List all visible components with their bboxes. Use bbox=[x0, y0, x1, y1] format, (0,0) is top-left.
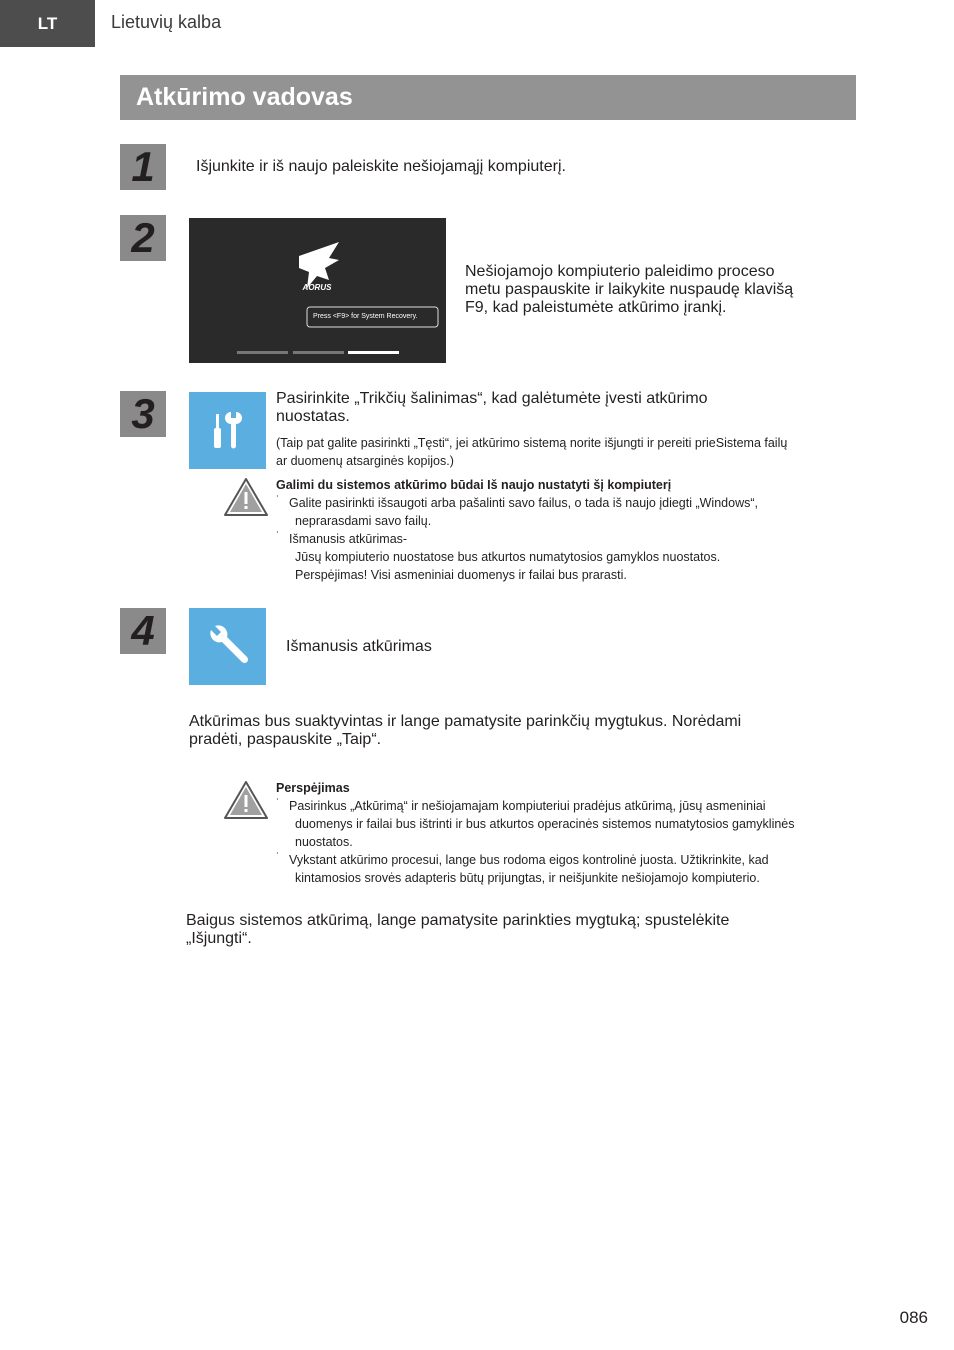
page-title: Atkūrimo vadovas bbox=[136, 83, 353, 111]
step-3-note: (Taip pat galite pasirinkti „Tęsti“, jei atkūrimo sistemą norite išjungti ir pereiti prieSistema failų ar duomenų atsarginės kopijos.) bbox=[276, 436, 788, 468]
step-1-number: 1 bbox=[120, 144, 166, 190]
step-1-text: Išjunkite ir iš naujo paleiskite nešiojamąjį kompiuterį. bbox=[196, 158, 566, 175]
step-4-number: 4 bbox=[120, 608, 166, 654]
warning-1-icon bbox=[223, 477, 269, 522]
aorus-logo-icon bbox=[189, 218, 446, 363]
troubleshoot-tools-icon bbox=[189, 392, 266, 469]
list-item: ˙ Galite pasirinkti išsaugoti arba pašalinti savo failus, o tada iš naujo įdiegti „Windows“, neprarasdami savo failų. bbox=[276, 493, 758, 528]
language-name: Lietuvių kalba bbox=[111, 12, 222, 32]
title-bar bbox=[120, 75, 856, 120]
step-2-number: 2 bbox=[120, 215, 166, 261]
page-number: 086 bbox=[899, 1308, 928, 1327]
step-4-label: Išmanusis atkūrimas bbox=[286, 638, 432, 655]
warning-2-heading: Perspėjimas bbox=[276, 781, 350, 795]
warning-2-icon bbox=[223, 780, 269, 825]
step-3-number: 3 bbox=[120, 391, 166, 437]
paragraph-finish: Baigus sistemos atkūrimą, lange pamatysite parinkties mygtuką; spustelėkite „Išjungti“. bbox=[186, 912, 730, 947]
warning-2-text bbox=[276, 779, 856, 887]
svg-text:AORUS: AORUS bbox=[302, 283, 332, 292]
language-badge: LT bbox=[0, 0, 95, 47]
smart-recovery-tile bbox=[189, 608, 266, 685]
boot-prompt: Press <F9> for System Recovery. bbox=[313, 313, 418, 320]
list-item: ˙ Vykstant atkūrimo procesui, lange bus rodoma eigos kontrolinė juosta. Užtikrinkite, kad kintamosios srovės adapteris būtų prijungtas, ir neišjunkite nešiojamojo kompiuterio. bbox=[276, 850, 769, 885]
step-2-text: Nešiojamojo kompiuterio paleidimo proceso metu paspauskite ir laikykite nuspaudę klavišą F9, kad paleistumėte atkūrimo įrankį. bbox=[465, 263, 794, 316]
boot-screen-image bbox=[189, 218, 446, 363]
wrench-icon bbox=[189, 608, 266, 685]
list-item: ˙ Išmanusis atkūrimas- Jūsų kompiuterio nuostatose bus atkurtos numatytosios gamyklos nuostatos. Perspėjimas! Visi asmeniniai duomenys ir failai bus prarasti. bbox=[276, 529, 721, 582]
list-item: ˙ Pasirinkus „Atkūrimą“ ir nešiojamajam kompiuteriui pradėjus atkūrimą, jūsų asmeniniai duomenys ir failai bus ištrinti ir bus atkurtos operacinės sistemos numatytosios gamyklinės nuostatos. bbox=[276, 796, 795, 849]
step-3-text: Pasirinkite „Trikčių šalinimas“, kad galėtumėte įvesti atkūrimo nuostatas. bbox=[276, 390, 708, 425]
troubleshoot-tile bbox=[189, 392, 266, 469]
paragraph-activation: Atkūrimas bus suaktyvintas ir lange pamatysite parinkčių mygtukus. Norėdami pradėti, paspauskite „Taip“. bbox=[189, 713, 742, 748]
warning-1-heading: Galimi du sistemos atkūrimo būdai Iš naujo nustatyti šį kompiuterį bbox=[276, 478, 672, 492]
warning-1-text bbox=[276, 476, 856, 584]
